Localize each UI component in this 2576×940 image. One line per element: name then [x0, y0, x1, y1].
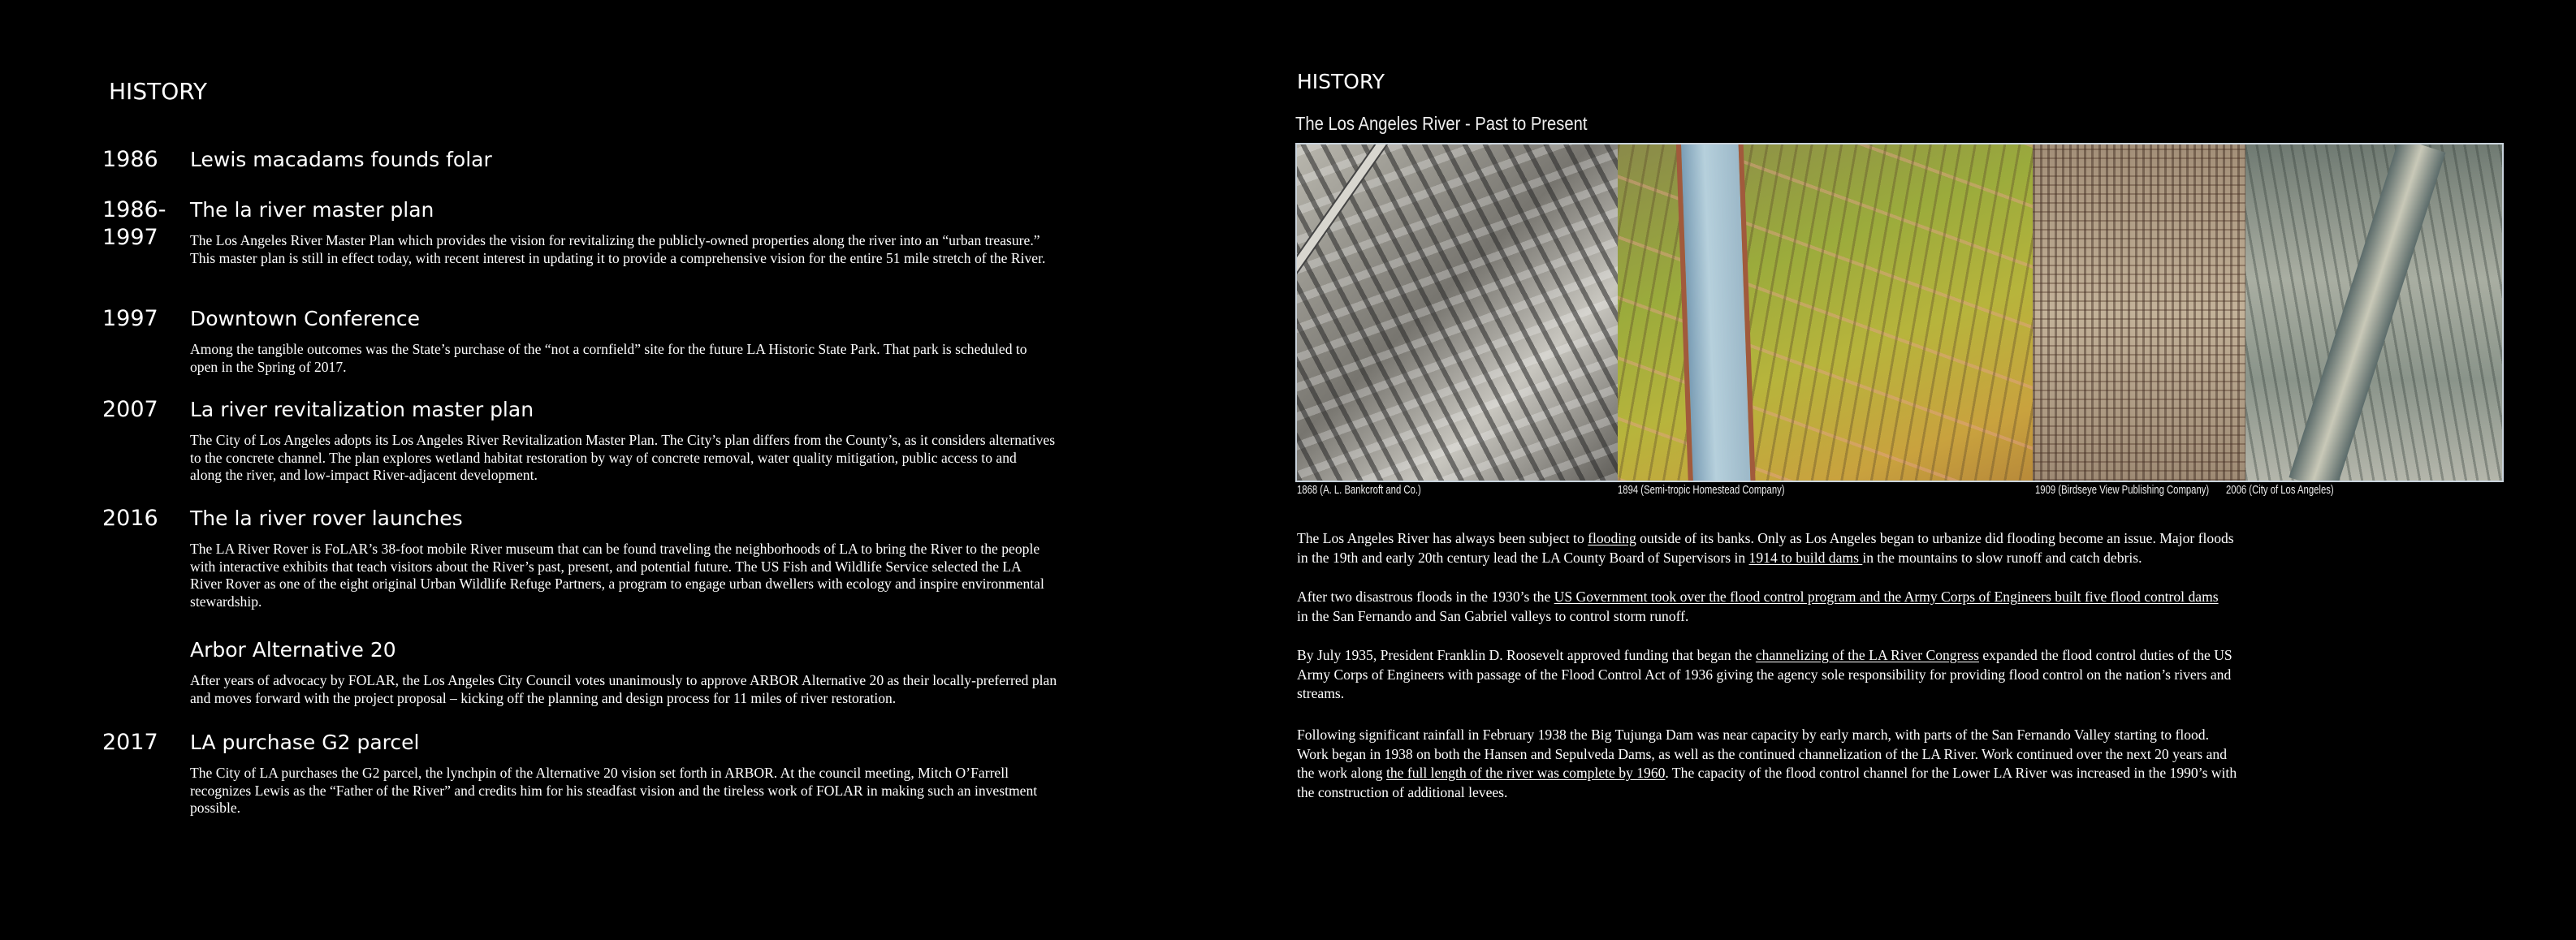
bridge-shape: [1297, 144, 1510, 313]
collage-title: The Los Angeles River - Past to Present: [1295, 113, 1588, 134]
map-image-1894: [1618, 144, 2033, 481]
entry-year: 1997: [102, 306, 158, 331]
page-title: HISTORY: [1297, 70, 1385, 93]
entry-heading: The la river master plan: [190, 198, 434, 222]
paragraph-line: the construction of additional levees.: [1297, 783, 1508, 800]
text-span: in the mountains to slow runoff and catch debris.: [1862, 549, 2142, 566]
body-line: The City of Los Angeles adopts its Los Angeles River Revitalization Master Plan. The City’s plan differs from the County’s, as it considers alternatives: [190, 432, 1056, 448]
paragraph-line: Army Corps of Engineers with passage of the Flood Control Act of 1936 giving the agency sole responsibility for providing flood control on the nation’s rivers and: [1297, 666, 2232, 683]
historic-maps-collage: [1295, 143, 2504, 482]
body-line: to the concrete channel. The plan explores wetland habitat restoration by way of concrete removal, water quality mitigation, public access to and: [190, 449, 1017, 466]
paragraph-line: in the San Fernando and San Gabriel valleys to control storm runoff.: [1297, 607, 1689, 624]
body-line: Among the tangible outcomes was the State’s purchase of the “not a cornfield” site for the future LA Historic State Park. That park is scheduled to: [190, 341, 1027, 357]
paragraph-line: Following significant rainfall in February 1938 the Big Tujunga Dam was near capacity by early march, with parts of the San Fernando Valley starting to flood.: [1297, 727, 2210, 743]
entry-year-line: 1986-: [102, 197, 166, 222]
channelizing-link[interactable]: channelizing of the LA River Congress: [1755, 647, 1979, 663]
body-line: This master plan is still in effect today, with recent interest in updating it to provide a comprehensive vision for the entire 51 mile stretch of the River.: [190, 249, 1046, 266]
us-government-link[interactable]: US Government took over the flood control program and the Army Corps of Engineers built five flood control dams: [1554, 589, 2219, 605]
text-span: in the 19th and early 20th century lead the LA County Board of Supervisors in: [1297, 549, 1749, 566]
map-image-1868: [1297, 144, 1618, 481]
entry-year: [102, 196, 175, 252]
dams-1914-link[interactable]: 1914 to build dams: [1748, 549, 1863, 566]
entry-heading: Lewis macadams founds folar: [190, 148, 492, 171]
text-span: the work along: [1297, 765, 1386, 781]
paragraph-line: [1297, 588, 2369, 607]
image-caption: 1894 (Semi-tropic Homestead Company): [1618, 484, 1785, 497]
text-span: The Los Angeles River has always been subject to: [1297, 530, 1588, 546]
entry-body: [190, 232, 1213, 267]
body-line: and moves forward with the project proposal – kicking off the planning and design process for 11 miles of river restoration.: [190, 689, 897, 706]
entry-body: [190, 432, 1213, 485]
body-line: After years of advocacy by FOLAR, the Los Angeles City Council votes unanimously to approve ARBOR Alternative 20 as their locally-preferred plan: [190, 672, 1057, 688]
entry-year: 2016: [102, 506, 158, 531]
flooding-link[interactable]: flooding: [1588, 530, 1636, 546]
entry-heading: Downtown Conference: [190, 307, 421, 330]
river-channel-shape: [2289, 144, 2445, 481]
history-paragraph: [1297, 529, 2369, 567]
paragraph-line: [1297, 549, 2369, 568]
history-paragraph: [1297, 646, 2369, 704]
page-title: HISTORY: [109, 78, 207, 105]
image-caption: 1868 (A. L. Bankcroft and Co.): [1297, 484, 1421, 497]
entry-year: 1986: [102, 147, 158, 172]
body-line: possible.: [190, 800, 241, 816]
body-line: River Rover as one of the eight original Urban Wildlife Refuge Partners, a program to engage urban dwellers with ecology and inspire environmental: [190, 576, 1044, 592]
body-line: open in the Spring of 2017.: [190, 358, 347, 375]
body-line: along the river, and low-impact River-adjacent development.: [190, 467, 538, 483]
paragraph-line: Work began in 1938 on both the Hansen and Sepulveda Dams, as well as the continued channelization of the LA River. Work continued over the next 20 years and: [1297, 745, 2228, 762]
history-paragraph: [1297, 726, 2369, 802]
collage-captions: [1295, 484, 2504, 500]
body-line: stewardship.: [190, 593, 262, 610]
text-span: After two disastrous floods in the 1930’s the: [1297, 589, 1554, 605]
paragraph-line: [1297, 646, 2369, 666]
entry-year: 2007: [102, 397, 158, 422]
entry-heading: LA purchase G2 parcel: [190, 731, 420, 754]
history-paragraph: [1297, 588, 2369, 626]
complete-1960-link[interactable]: the full length of the river was complete by 1960: [1385, 765, 1666, 781]
entry-year-line: 1997: [102, 225, 158, 250]
river-shape: [1675, 144, 1757, 481]
map-image-1909: [2033, 144, 2245, 481]
entry-body: [190, 672, 1213, 707]
body-line: The Los Angeles River Master Plan which provides the vision for revitalizing the publicly-owned properties along the river into an “urban treasure.”: [190, 232, 1040, 248]
image-caption: 2006 (City of Los Angeles): [2226, 484, 2334, 497]
body-line: The LA River Rover is FoLAR’s 38-foot mobile River museum that can be found traveling the neighborhoods of LA to bring the River to the people: [190, 541, 1040, 557]
entry-heading: La river revitalization master plan: [190, 398, 534, 421]
image-caption: 1909 (Birdseye View Publishing Company): [2035, 484, 2210, 497]
aerial-photo-2006: [2245, 144, 2502, 481]
entry-body: [190, 341, 1213, 376]
paragraph-line: streams.: [1297, 685, 1345, 701]
text-span: outside of its banks. Only as Los Angeles began to urbanize did flooding become an issue. Major floods: [1636, 530, 2234, 546]
body-line: recognizes Lewis as the “Father of the River” and credits him for his steadfast vision and the tireless work of FOLAR in making such an investment: [190, 782, 1038, 799]
paragraph-line: [1297, 764, 2369, 783]
entry-body: [190, 541, 1213, 610]
text-span: expanded the flood control duties of the US: [1978, 647, 2232, 663]
body-line: with interactive exhibits that teach visitors about the River’s past, present, and potential future. The US Fish and Wildlife Service selected the LA: [190, 558, 1022, 575]
entry-year: 2017: [102, 730, 158, 755]
entry-heading: Arbor Alternative 20: [190, 638, 396, 662]
text-span: By July 1935, President Franklin D. Roosevelt approved funding that began the: [1297, 647, 1756, 663]
body-line: The City of LA purchases the G2 parcel, the lynchpin of the Alternative 20 vision set forth in ARBOR. At the council meeting, Mitch O’Farrell: [190, 765, 1009, 781]
entry-heading: The la river rover launches: [190, 507, 463, 530]
paragraph-line: [1297, 529, 2369, 549]
entry-body: [190, 765, 1213, 817]
text-span: . The capacity of the flood control channel for the Lower LA River was increased in the 1990’s with: [1665, 765, 2237, 781]
